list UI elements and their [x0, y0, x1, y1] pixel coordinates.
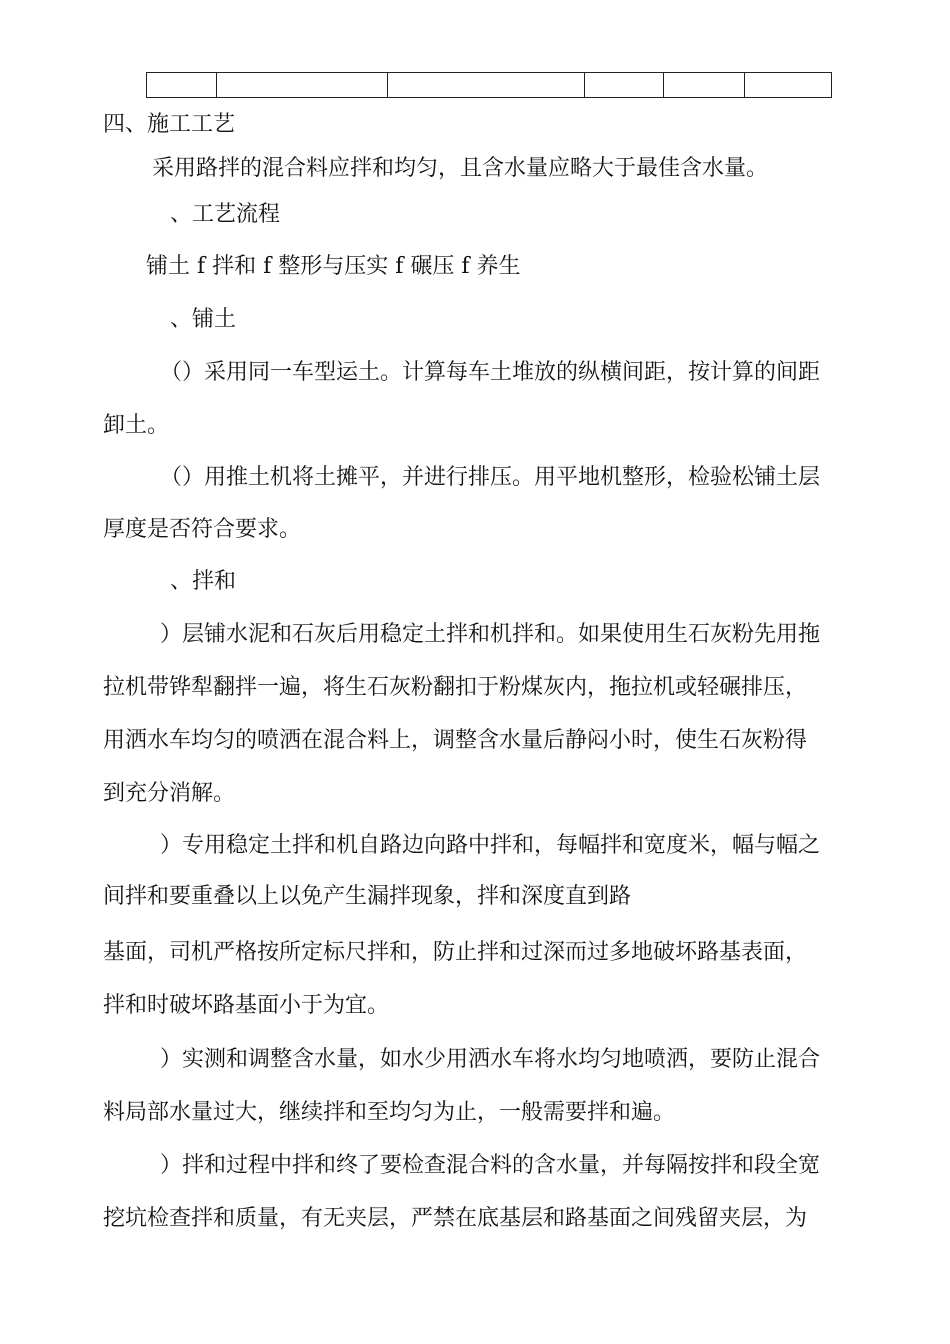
text-line: 采用路拌的混合料应拌和均匀，且含水量应略大于最佳含水量。 [152, 156, 769, 181]
text-line: 拌和时破坏路基面小于为宜。 [103, 993, 390, 1018]
text-line: 挖坑检查拌和质量，有无夹层，严禁在底基层和路基面之间残留夹层，为 [103, 1206, 808, 1231]
text-line: （）采用同一车型运土。计算每车土堆放的纵横间距，按计算的间距 [160, 360, 821, 385]
text-line: （）用推土机将土摊平，并进行排压。用平地机整形，检验松铺土层 [160, 465, 821, 490]
subsection-heading: 、铺土 [170, 307, 237, 332]
table-fragment [146, 72, 832, 98]
table-cell [388, 73, 585, 98]
text-line: 卸土。 [103, 413, 170, 438]
process-flow: 铺土 f 拌和 f 整形与压实 f 碾压 f 养生 [146, 254, 521, 279]
text-line: 用洒水车均匀的喷洒在混合料上，调整含水量后静闷小时，使生石灰粉得 [103, 728, 808, 753]
text-line: 拉机带铧犁翻拌一遍，将生石灰粉翻扣于粉煤灰内，拖拉机或轻碾排压， [103, 675, 808, 700]
table-cell [217, 73, 388, 98]
text-line: 料局部水量过大，继续拌和至均匀为止，一般需要拌和遍。 [103, 1100, 676, 1125]
text-line: 间拌和要重叠以上以免产生漏拌现象，拌和深度直到路 [103, 884, 632, 909]
table-cell [585, 73, 664, 98]
section-heading: 四、施工工艺 [103, 112, 236, 137]
text-line: ）专用稳定土拌和机自路边向路中拌和，每幅拌和宽度米，幅与幅之 [160, 833, 821, 858]
subsection-heading: 、拌和 [170, 569, 237, 594]
table-cell [745, 73, 832, 98]
table-cell [664, 73, 745, 98]
text-line: ）拌和过程中拌和终了要检查混合料的含水量，并每隔按拌和段全宽 [160, 1153, 821, 1178]
text-line: 厚度是否符合要求。 [103, 517, 302, 542]
text-line: 到充分消解。 [103, 781, 236, 806]
text-line: 基面，司机严格按所定标尺拌和，防止拌和过深而过多地破坏路基表面， [103, 940, 808, 965]
text-line: ）实测和调整含水量，如水少用洒水车将水均匀地喷洒，要防止混合 [160, 1047, 821, 1072]
table-row [147, 73, 832, 98]
text-line: ）层铺水泥和石灰后用稳定土拌和机拌和。如果使用生石灰粉先用拖 [160, 622, 821, 647]
table-cell [147, 73, 217, 98]
subsection-heading: 、工艺流程 [170, 202, 281, 227]
